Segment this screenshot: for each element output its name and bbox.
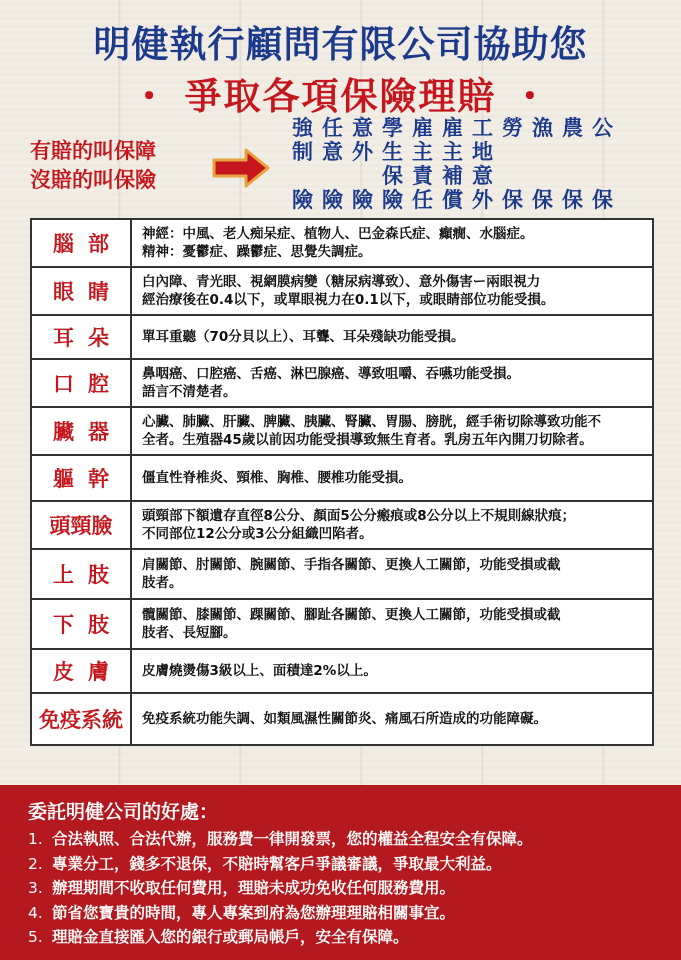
insurance-type-column <box>438 116 467 212</box>
description-line: 精神：憂鬱症、躁鬱症、思覺失調症。 <box>142 244 372 260</box>
insurance-type-top <box>438 116 467 188</box>
body-part-description <box>131 219 653 267</box>
insurance-type-column <box>588 116 617 212</box>
benefit-text: 專業分工，錢多不退保，不賠時幫客戶爭議審議，爭取最大利益。 <box>52 854 502 873</box>
table-row <box>31 267 653 315</box>
benefit-number: 1. <box>28 830 43 848</box>
list-item <box>28 827 533 852</box>
insurance-type-char: 險 <box>322 188 343 212</box>
insurance-type-char: 保 <box>502 188 523 212</box>
table-row <box>31 315 653 359</box>
insurance-type-char: 意 <box>322 140 343 164</box>
insurance-type-char: 工 <box>472 116 493 140</box>
insurance-type-char: 險 <box>292 188 313 212</box>
insurance-type-column <box>378 116 407 212</box>
table-row <box>31 501 653 549</box>
insurance-type-column <box>498 116 527 212</box>
description-line: 頭頸部下額遺存直徑8公分、顏面5公分瘢痕或8公分以上不規則線狀痕； <box>142 508 576 524</box>
description-line: 神經：中風、老人痴呆症、植物人、巴金森氏症、癲癇、水腦症。 <box>142 226 534 242</box>
body-parts-table <box>30 218 654 746</box>
body-part-description <box>131 315 653 359</box>
benefit-number: 3. <box>28 879 43 897</box>
insurance-type-column <box>318 116 347 212</box>
description-line: 免疫系統功能失調、如類風濕性關節炎、痛風石所造成的功能障礙。 <box>142 711 547 727</box>
insurance-type-char: 險 <box>382 188 403 212</box>
benefit-text: 合法執照、合法代辦，服務費一律開發票，您的權益全程安全有保障。 <box>52 830 533 848</box>
body-part-label: 軀幹 <box>31 455 131 501</box>
insurance-type-char: 主 <box>412 140 433 164</box>
insurance-type-char: 勞 <box>502 116 523 140</box>
table-row <box>31 359 653 407</box>
benefit-text: 辦理期間不收取任何費用，理賠未成功免收任何服務費用。 <box>52 879 456 897</box>
description-line: 心臟、肺臟、肝臟、脾臟、胰臟、腎臟、胃腸、膀胱，經手術切除導致功能不 <box>142 414 601 430</box>
body-part-label: 頭頸臉 <box>31 501 131 549</box>
body-part-label: 腦部 <box>31 219 131 267</box>
insurance-type-char: 農 <box>562 116 583 140</box>
insurance-type-column <box>408 116 437 212</box>
insurance-type-column <box>528 116 557 212</box>
insurance-type-column <box>468 116 497 212</box>
slogans <box>30 137 156 195</box>
list-item <box>28 901 533 926</box>
body-part-description <box>131 267 653 315</box>
body-part-label: 耳朵 <box>31 315 131 359</box>
table-row <box>31 455 653 501</box>
table-row <box>31 693 653 745</box>
description-line: 經治療後在0.4以下，或單眼視力在0.1以下，或眼睛部位功能受損。 <box>142 292 555 308</box>
list-item <box>28 852 533 877</box>
insurance-type-char: 漁 <box>532 116 553 140</box>
insurance-type-char: 責 <box>412 164 433 188</box>
insurance-type-top <box>408 116 437 188</box>
benefit-text: 節省您寶貴的時間，專人專案到府為您辦理理賠相關事宜。 <box>52 903 456 922</box>
table-row <box>31 219 653 267</box>
insurance-type-top <box>348 116 377 188</box>
insurance-type-top <box>288 116 317 188</box>
body-part-label: 上肢 <box>31 549 131 599</box>
body-part-description <box>131 455 653 501</box>
headline-company: 明健執行顧問有限公司協助您 <box>93 22 588 66</box>
body-part-label: 眼睛 <box>31 267 131 315</box>
body-part-label: 下肢 <box>31 599 131 649</box>
description-line: 僵直性脊椎炎、頸椎、胸椎、腰椎功能受損。 <box>142 470 412 486</box>
slogan-line: 沒賠的叫保險 <box>30 168 156 192</box>
description-line: 語言不清楚者。 <box>142 384 237 400</box>
insurance-type-top <box>318 116 347 188</box>
insurance-type-column <box>558 116 587 212</box>
insurance-type-char: 任 <box>322 116 343 140</box>
description-line: 髖關節、膝關節、踝關節、腳趾各關節、更換人工關節，功能受損或截 <box>142 607 561 623</box>
insurance-type-top <box>498 116 527 188</box>
insurance-type-char: 學 <box>382 116 403 140</box>
insurance-type-char: 保 <box>592 188 613 212</box>
body-part-label: 臟器 <box>31 407 131 455</box>
description-line: 不同部位12公分或3公分組織凹陷者。 <box>142 526 373 542</box>
insurance-type-char: 雇 <box>442 116 463 140</box>
insurance-types <box>288 116 617 212</box>
insurance-type-char: 意 <box>352 116 373 140</box>
slogan-line: 有賠的叫保障 <box>30 139 156 163</box>
benefit-number: 5. <box>28 928 43 946</box>
description-line: 肩關節、肘關節、腕關節、手指各關節、更換人工關節，功能受損或截 <box>142 557 561 573</box>
description-line: 肢者、長短腳。 <box>142 625 237 641</box>
insurance-type-char: 意 <box>472 164 493 188</box>
table-row <box>31 649 653 693</box>
insurance-type-top <box>468 116 497 188</box>
body-part-description <box>131 599 653 649</box>
body-part-label: 口腔 <box>31 359 131 407</box>
description-line: 全者。生殖器45歲以前因功能受損導致無生育者。乳房五年內開刀切除者。 <box>142 432 593 448</box>
table-row <box>31 549 653 599</box>
body-part-description <box>131 501 653 549</box>
benefit-number: 4. <box>28 903 43 922</box>
insurance-type-char: 雇 <box>412 116 433 140</box>
insurance-type-char: 外 <box>352 140 373 164</box>
insurance-type-column <box>288 116 317 212</box>
table-row <box>31 407 653 455</box>
insurance-type-char: 補 <box>442 164 463 188</box>
description-line: 皮膚燒燙傷3級以上、面積達2%以上。 <box>142 663 377 679</box>
insurance-type-char: 保 <box>382 164 403 188</box>
table-row <box>31 599 653 649</box>
insurance-type-column <box>348 116 377 212</box>
insurance-type-char: 保 <box>532 188 553 212</box>
benefits-title: 委託明健公司的好處： <box>28 801 219 823</box>
insurance-type-char: 制 <box>292 140 313 164</box>
body-part-description <box>131 693 653 745</box>
insurance-type-char: 公 <box>592 116 613 140</box>
benefits-panel <box>0 785 681 960</box>
benefits-list <box>28 827 533 950</box>
insurance-type-char: 強 <box>292 116 313 140</box>
insurance-type-top <box>528 116 557 188</box>
list-item <box>28 876 533 901</box>
insurance-type-char: 償 <box>442 188 463 212</box>
body-part-description <box>131 407 653 455</box>
insurance-type-char: 外 <box>472 188 493 212</box>
insurance-type-char: 險 <box>352 188 373 212</box>
insurance-type-top <box>558 116 587 188</box>
insurance-type-top <box>588 116 617 188</box>
headline-claims: ・ 爭取各項保險理賠 ・ <box>130 74 551 118</box>
insurance-type-char: 任 <box>412 188 433 212</box>
list-item <box>28 925 533 950</box>
description-line: 鼻咽癌、口腔癌、舌癌、淋巴腺癌、導致咀嚼、吞嚥功能受損。 <box>142 366 520 382</box>
description-line: 白內障、青光眼、視網膜病變（糖尿病導致）、意外傷害ー兩眼視力 <box>142 274 541 290</box>
benefit-text: 理賠金直接匯入您的銀行或郵局帳戶，安全有保障。 <box>52 928 409 946</box>
description-line: 肢者。 <box>142 575 183 591</box>
body-part-description <box>131 649 653 693</box>
insurance-type-char: 保 <box>562 188 583 212</box>
description-line: 單耳重聽（70分貝以上）、耳聾、耳朵殘缺功能受損。 <box>142 329 465 345</box>
insurance-type-char: 主 <box>442 140 463 164</box>
arrow-right-icon <box>212 148 270 188</box>
insurance-type-top <box>378 116 407 188</box>
body-part-description <box>131 549 653 599</box>
benefit-number: 2. <box>28 854 43 873</box>
body-part-label: 免疫系統 <box>31 693 131 745</box>
insurance-type-char: 地 <box>472 140 493 164</box>
insurance-type-char: 生 <box>382 140 403 164</box>
body-part-label: 皮膚 <box>31 649 131 693</box>
body-part-description <box>131 359 653 407</box>
